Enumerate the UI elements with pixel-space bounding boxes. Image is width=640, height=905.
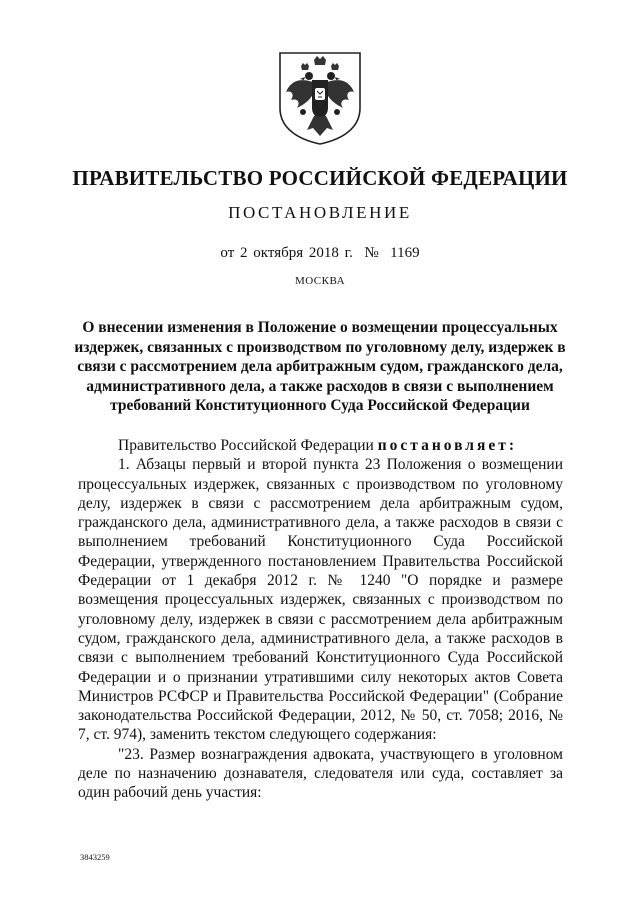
document-type: ПОСТАНОВЛЕНИЕ <box>228 203 412 222</box>
document-body <box>78 436 563 803</box>
russian-coat-of-arms-icon <box>277 50 363 146</box>
document-date-number: от 2 октября 2018 г. № 1169 <box>220 245 420 261</box>
intro-decree-word: постановляет: <box>377 437 518 454</box>
paragraph-1: 1. Абзацы первый и второй пункта 23 Положения о возмещении процессуальных издержек, связанных с производством по уголовному делу, издержек в связи с рассмотрением дела арбитражным судом, гражданского дела, административного дела, а также расходов в связи с выполнением требований Конституционного Суда Российской Федерации, утвержденного постановлением Правительства Российской Федерации от 1 декабря 2012 г. № 1240 "О порядке и размере возмещения процессуальных издержек, связанных с производством по уголовному делу, издержек в связи с рассмотрением дела арбитражным судом, гражданского дела, административного дела, а также расходов в связи с выполнением требований Конституционного Суда Российской Федерации и о признании утратившими силу некоторых актов Совета Министров РСФСР и Правительства Российской Федерации" (Собрание законодательства Российской Федерации, 2012, № 50, ст. 7058; 2016, № 7, ст. 974), заменить текстом следующего содержания: <box>78 456 563 744</box>
intro-paragraph <box>78 436 563 455</box>
document-city: МОСКВА <box>294 275 346 287</box>
document-code: 3843259 <box>80 852 110 862</box>
intro-lead: Правительство Российской Федерации <box>118 437 378 454</box>
paragraph-2: "23. Размер вознаграждения адвоката, участвующего в уголовном деле по назначению дознавателя, следователя или суда, составляет за один рабочий день участия: <box>78 745 563 802</box>
government-title: ПРАВИТЕЛЬСТВО РОССИЙСКОЙ ФЕДЕРАЦИИ <box>72 166 568 190</box>
document-heading: О внесении изменения в Положение о возмещении процессуальных издержек, связанных с производством по уголовному делу, издержек в связи с рассмотрением дела арбитражным судом, гражданского дела, административного дела, а также расходов в связи с выполнением требований Конституционного Суда Российской Федерации <box>74 319 566 414</box>
